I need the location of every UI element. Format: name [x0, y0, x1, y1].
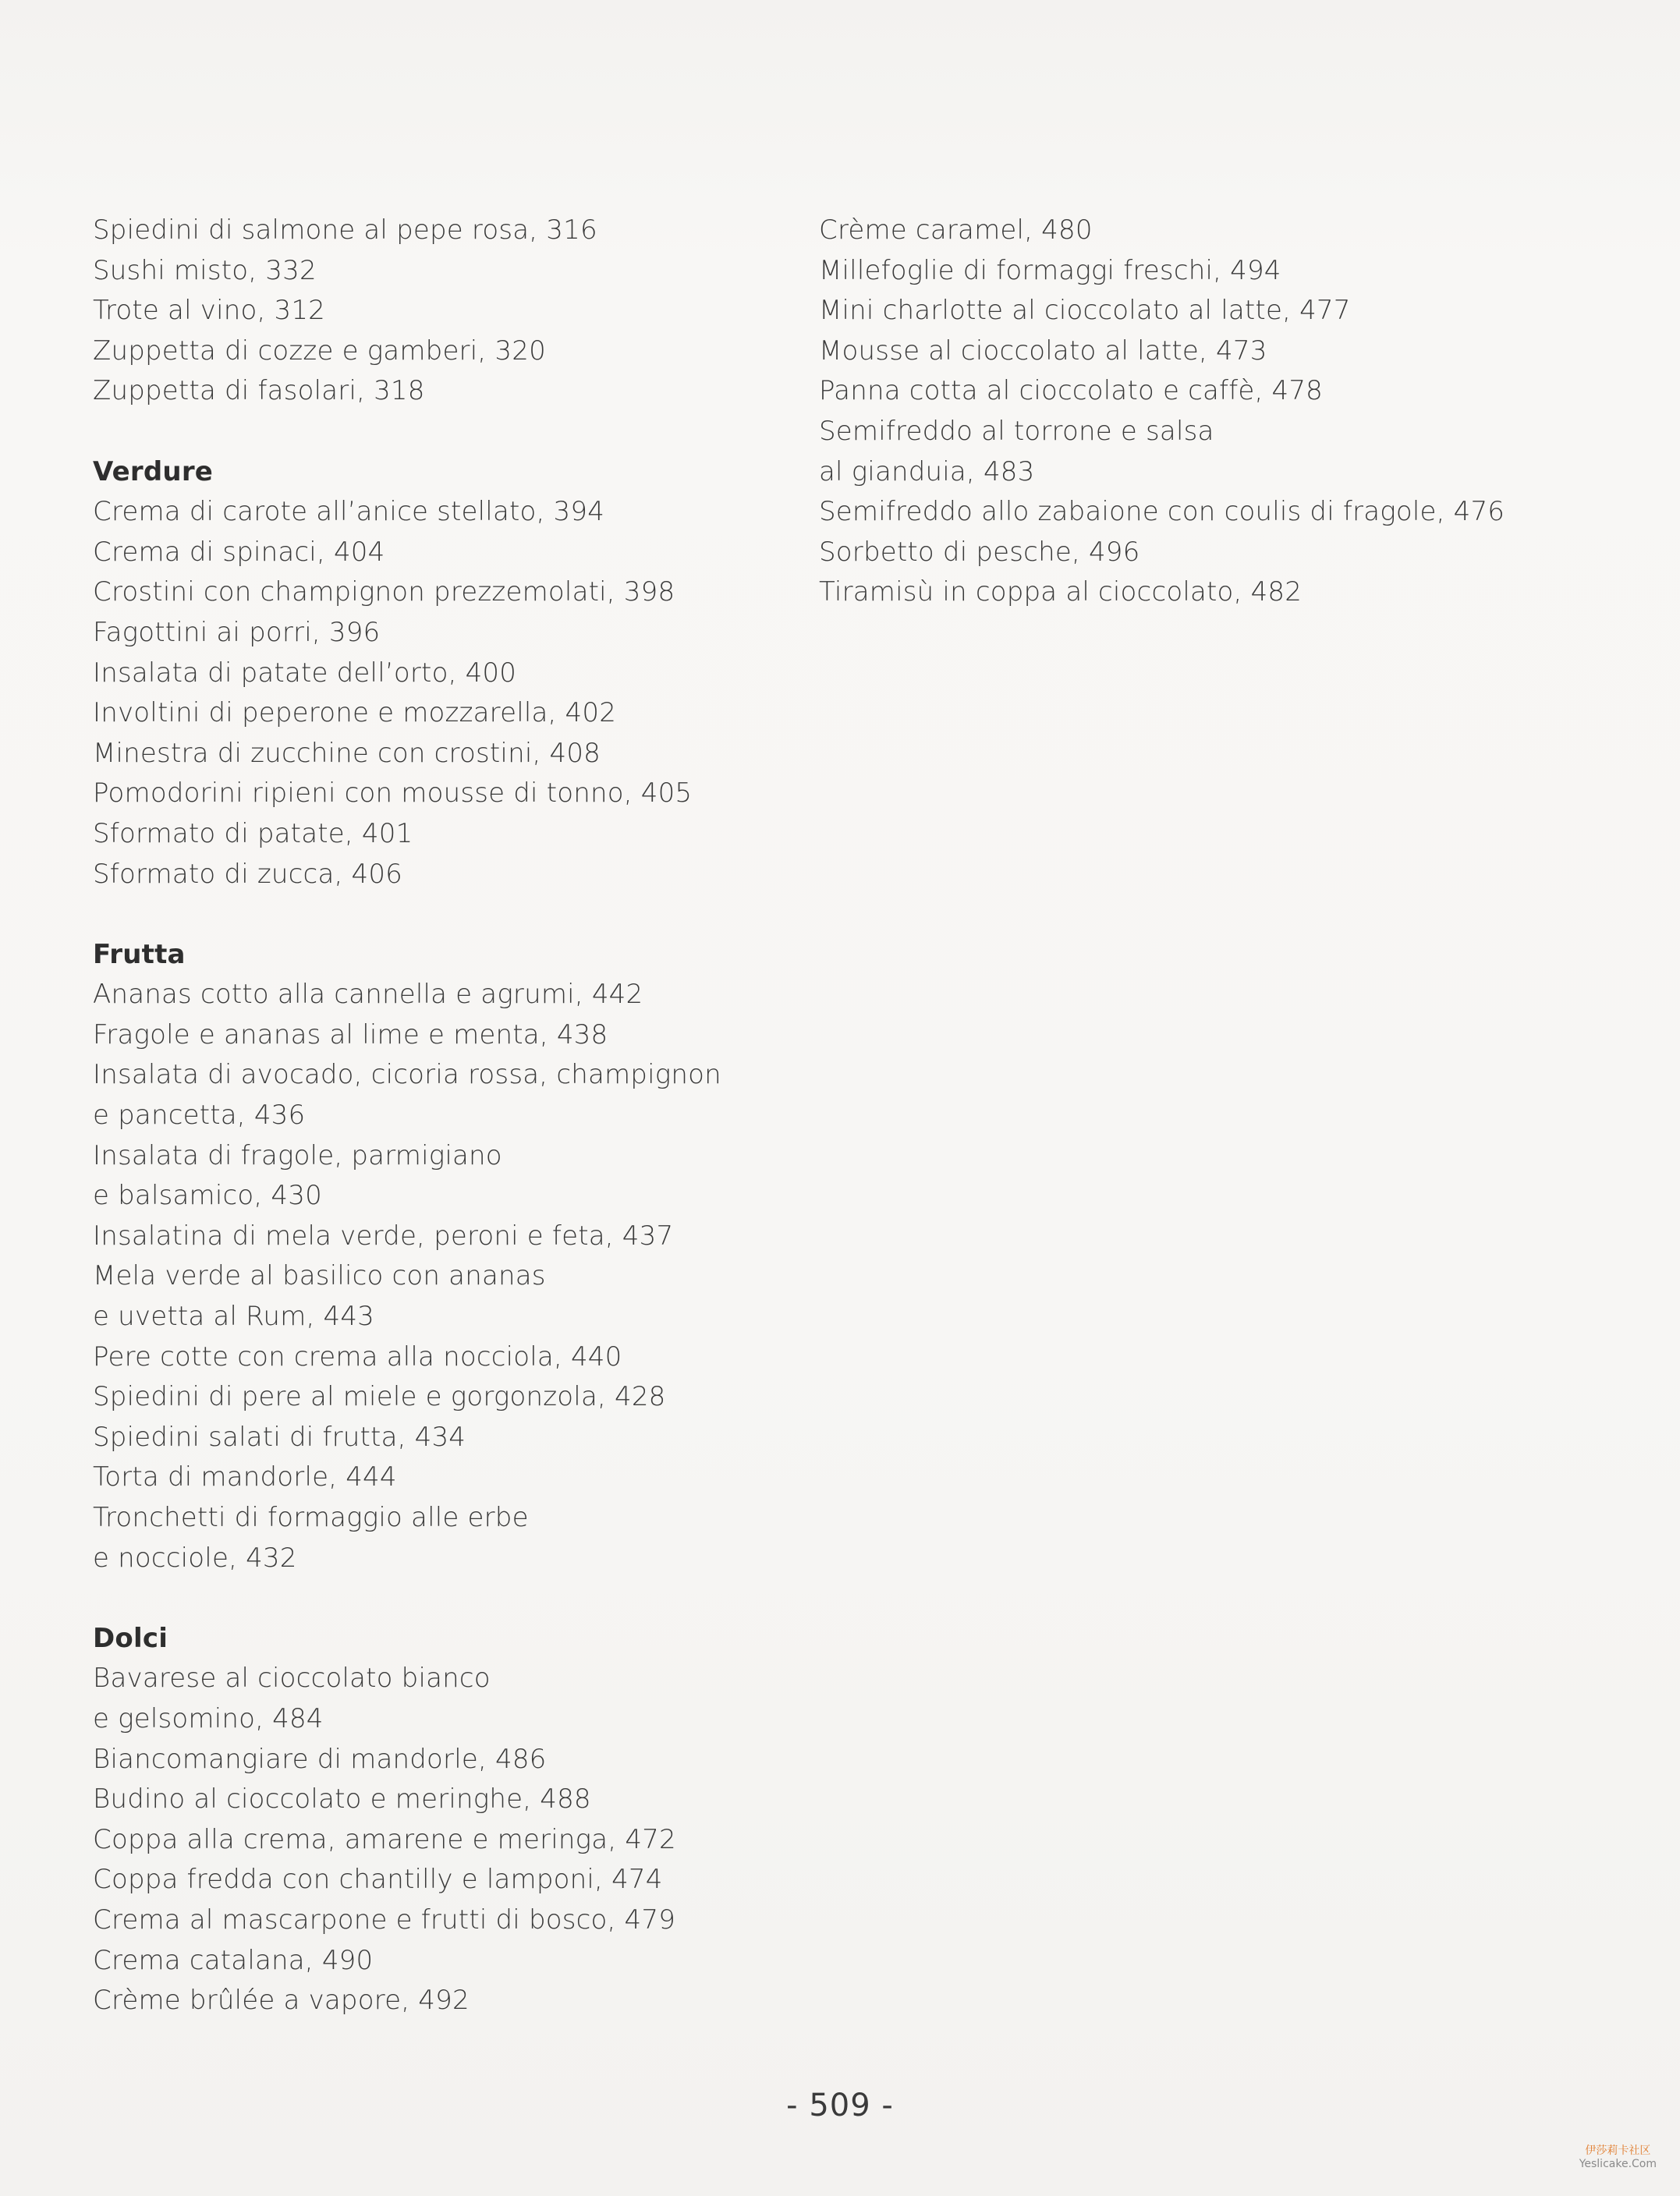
- index-entry: al gianduia, 483: [819, 455, 1035, 487]
- section-heading: Dolci: [93, 1622, 168, 1654]
- section-gap: [93, 412, 795, 452]
- index-entry: Torta di mandorle, 444: [93, 1461, 397, 1493]
- page-number: - 509 -: [786, 2088, 894, 2123]
- index-entry: Sorbetto di pesche, 496: [819, 536, 1140, 568]
- index-entry: Trote al vino, 312: [93, 295, 325, 327]
- index-entry: Mousse al cioccolato al latte, 473: [819, 335, 1267, 367]
- index-entry: Bavarese al cioccolato bianco: [93, 1663, 491, 1695]
- index-entry: Spiedini di pere al miele e gorgonzola, 428: [93, 1381, 666, 1413]
- index-entry: Sformato di zucca, 406: [93, 858, 402, 890]
- index-entry: Semifreddo allo zabaione con coulis di fragole, 476: [819, 496, 1505, 528]
- index-entry: Pomodorini ripieni con mousse di tonno, 405: [93, 777, 693, 809]
- index-entry: Crème caramel, 480: [819, 214, 1093, 246]
- index-entry: Spiedini di salmone al pepe rosa, 316: [93, 214, 597, 246]
- index-entry: Spiedini salati di frutta, 434: [93, 1421, 466, 1453]
- index-entry: Sushi misto, 332: [93, 254, 317, 286]
- index-entry: Insalatina di mela verde, peroni e feta, 437: [93, 1220, 674, 1252]
- index-entry: Insalata di patate dell’orto, 400: [93, 657, 517, 689]
- index-entry: Mini charlotte al cioccolato al latte, 477: [819, 295, 1351, 327]
- index-entry: Crema di carote all’anice stellato, 394: [93, 496, 605, 528]
- index-entry: Semifreddo al torrone e salsa: [819, 415, 1214, 447]
- watermark-bottom-text: Yeslicake.Com: [1579, 2158, 1657, 2171]
- index-entry: Crostini con champignon prezzemolati, 398: [93, 576, 675, 608]
- index-entry: Crema catalana, 490: [93, 1944, 374, 1976]
- section-gap: [93, 894, 795, 935]
- index-entry: Insalata di fragole, parmigiano: [93, 1139, 502, 1171]
- index-entry: Pere cotte con crema alla nocciola, 440: [93, 1341, 622, 1372]
- index-entry: Crema di spinaci, 404: [93, 536, 385, 568]
- index-entry: Coppa alla crema, amarene e meringa, 472: [93, 1823, 676, 1855]
- watermark: [1579, 2145, 1657, 2171]
- index-entry: Tiramisù in coppa al cioccolato, 482: [819, 576, 1303, 608]
- index-entry: Millefoglie di formaggi freschi, 494: [819, 254, 1281, 286]
- index-entry: e nocciole, 432: [93, 1542, 297, 1574]
- index-entry: Crema al mascarpone e frutti di bosco, 479: [93, 1904, 676, 1936]
- index-entry: e balsamico, 430: [93, 1180, 322, 1212]
- index-column-right: [819, 211, 1599, 613]
- section-heading: Frutta: [93, 938, 186, 970]
- section-heading: Verdure: [93, 455, 214, 487]
- index-entry: Fragole e ananas al lime e menta, 438: [93, 1018, 608, 1050]
- index-entry: e pancetta, 436: [93, 1100, 306, 1132]
- index-entry: Tronchetti di formaggio alle erbe: [93, 1502, 529, 1533]
- index-column-left: [93, 211, 795, 2021]
- index-entry: Zuppetta di cozze e gamberi, 320: [93, 335, 546, 367]
- index-entry: Crème brûlée a vapore, 492: [93, 1985, 470, 2017]
- index-entry: Fagottini ai porri, 396: [93, 616, 381, 648]
- index-entry: Coppa fredda con chantilly e lamponi, 474: [93, 1864, 663, 1896]
- index-entry: Budino al cioccolato e meringhe, 488: [93, 1783, 591, 1815]
- index-entry: Minestra di zucchine con crostini, 408: [93, 737, 601, 769]
- index-entry: e uvetta al Rum, 443: [93, 1301, 374, 1333]
- index-entry: Sformato di patate, 401: [93, 817, 413, 849]
- index-entry: Mela verde al basilico con ananas: [93, 1260, 546, 1292]
- index-entry: Zuppetta di fasolari, 318: [93, 375, 425, 407]
- index-entry: Involtini di peperone e mozzarella, 402: [93, 697, 617, 729]
- index-entry: Biancomangiare di mandorle, 486: [93, 1743, 547, 1775]
- index-entry: e gelsomino, 484: [93, 1702, 324, 1734]
- index-entry: Insalata di avocado, cicoria rossa, champignon: [93, 1059, 721, 1091]
- index-entry: Panna cotta al cioccolato e caffè, 478: [819, 375, 1324, 407]
- index-entry: Ananas cotto alla cannella e agrumi, 442: [93, 979, 643, 1011]
- watermark-top-text: 伊莎莉卡社区: [1585, 2145, 1651, 2158]
- section-gap: [93, 1578, 795, 1619]
